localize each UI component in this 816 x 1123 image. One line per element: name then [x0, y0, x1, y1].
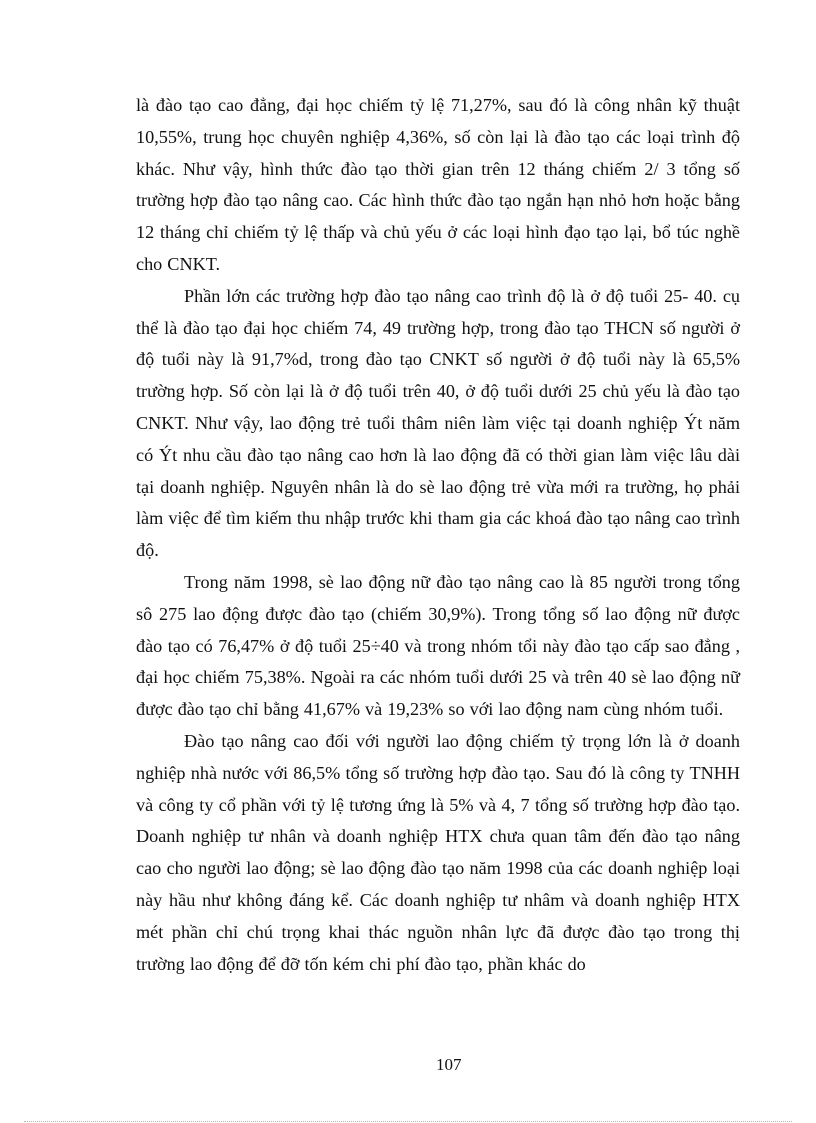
paragraph-4: Đào tạo nâng cao đối với người lao động chiếm tỷ trọng lớn là ở doanh nghiệp nhà nước với 86,5% tổng số trường hợp đào tạo. Sau đó là công ty TNHH và công ty cổ phần với tỷ lệ tương ứng là 5% và 4, 7 tổng số trường hợp đào tạo. Doanh nghiệp tư nhân và doanh nghiệp HTX chưa quan tâm đến đào tạo nâng cao cho người lao động; sè lao động đào tạo năm 1998 của các doanh nghiệp loại này hầu như không đáng kể. Các doanh nghiệp tư nhâm và doanh nghiệp HTX mét phần chỉ chú trọng khai thác nguồn nhân lực đã được đào tạo trong thị trường lao động để đỡ tốn kém chi phí đào tạo, phần khác do — [136, 730, 740, 974]
page-number: 107 — [436, 1055, 462, 1074]
body-text — [136, 90, 740, 980]
paragraph-1: là đào tạo cao đẳng, đại học chiếm tỷ lệ 71,27%, sau đó là công nhân kỹ thuật 10,55%, trung học chuyên nghiệp 4,36%, số còn lại là đào tạo các loại trình độ khác. Như vậy, hình thức đào tạo thời gian trên 12 tháng chiếm 2/ 3 tổng số trường hợp đào tạo nâng cao. Các hình thức đào tạo ngắn hạn nhỏ hơn hoặc bằng 12 tháng chỉ chiếm tỷ lệ thấp và chủ yếu ở các loại hình đạo tạo lại, bổ túc nghề cho CNKT. — [136, 95, 740, 274]
paragraph-2: Phần lớn các trường hợp đào tạo nâng cao trình độ là ở độ tuổi 25- 40. cụ thể là đào tạo đại học chiếm 74, 49 trường hợp, trong đào tạo THCN số người ở độ tuổi này là 91,7%d, trong đào tạo CNKT số người ở độ tuổi này là 65,5% trường hợp. Số còn lại là ở độ tuổi trên 40, ở độ tuổi dưới 25 chủ yếu là đào tạo CNKT. Như vậy, lao động trẻ tuổi thâm niên làm việc tại doanh nghiệp Ýt năm có Ýt nhu cầu đào tạo nâng cao hơn là lao động đã có thời gian làm việc lâu dài tại doanh nghiệp. Nguyên nhân là do sè lao động trẻ vừa mới ra trường, họ phải làm việc để tìm kiếm thu nhập trước khi tham gia các khoá đào tạo nâng cao trình độ. — [136, 285, 740, 561]
page-bottom-divider — [24, 1121, 792, 1122]
page-footer — [0, 1054, 816, 1078]
paragraph-3: Trong năm 1998, sè lao động nữ đào tạo nâng cao là 85 người trong tổng sô 275 lao động được đào tạo (chiếm 30,9%). Trong tổng số lao động nữ được đào tạo có 76,47% ở độ tuổi 25÷40 và trong nhóm tổi này đào tạo cấp sao đẳng , đại học chiếm 75,38%. Ngoài ra các nhóm tuổi dưới 25 và trên 40 sè lao động nữ được đào tạo chỉ bằng 41,67% và 19,23% so với lao động nam cùng nhóm tuổi. — [136, 571, 740, 720]
